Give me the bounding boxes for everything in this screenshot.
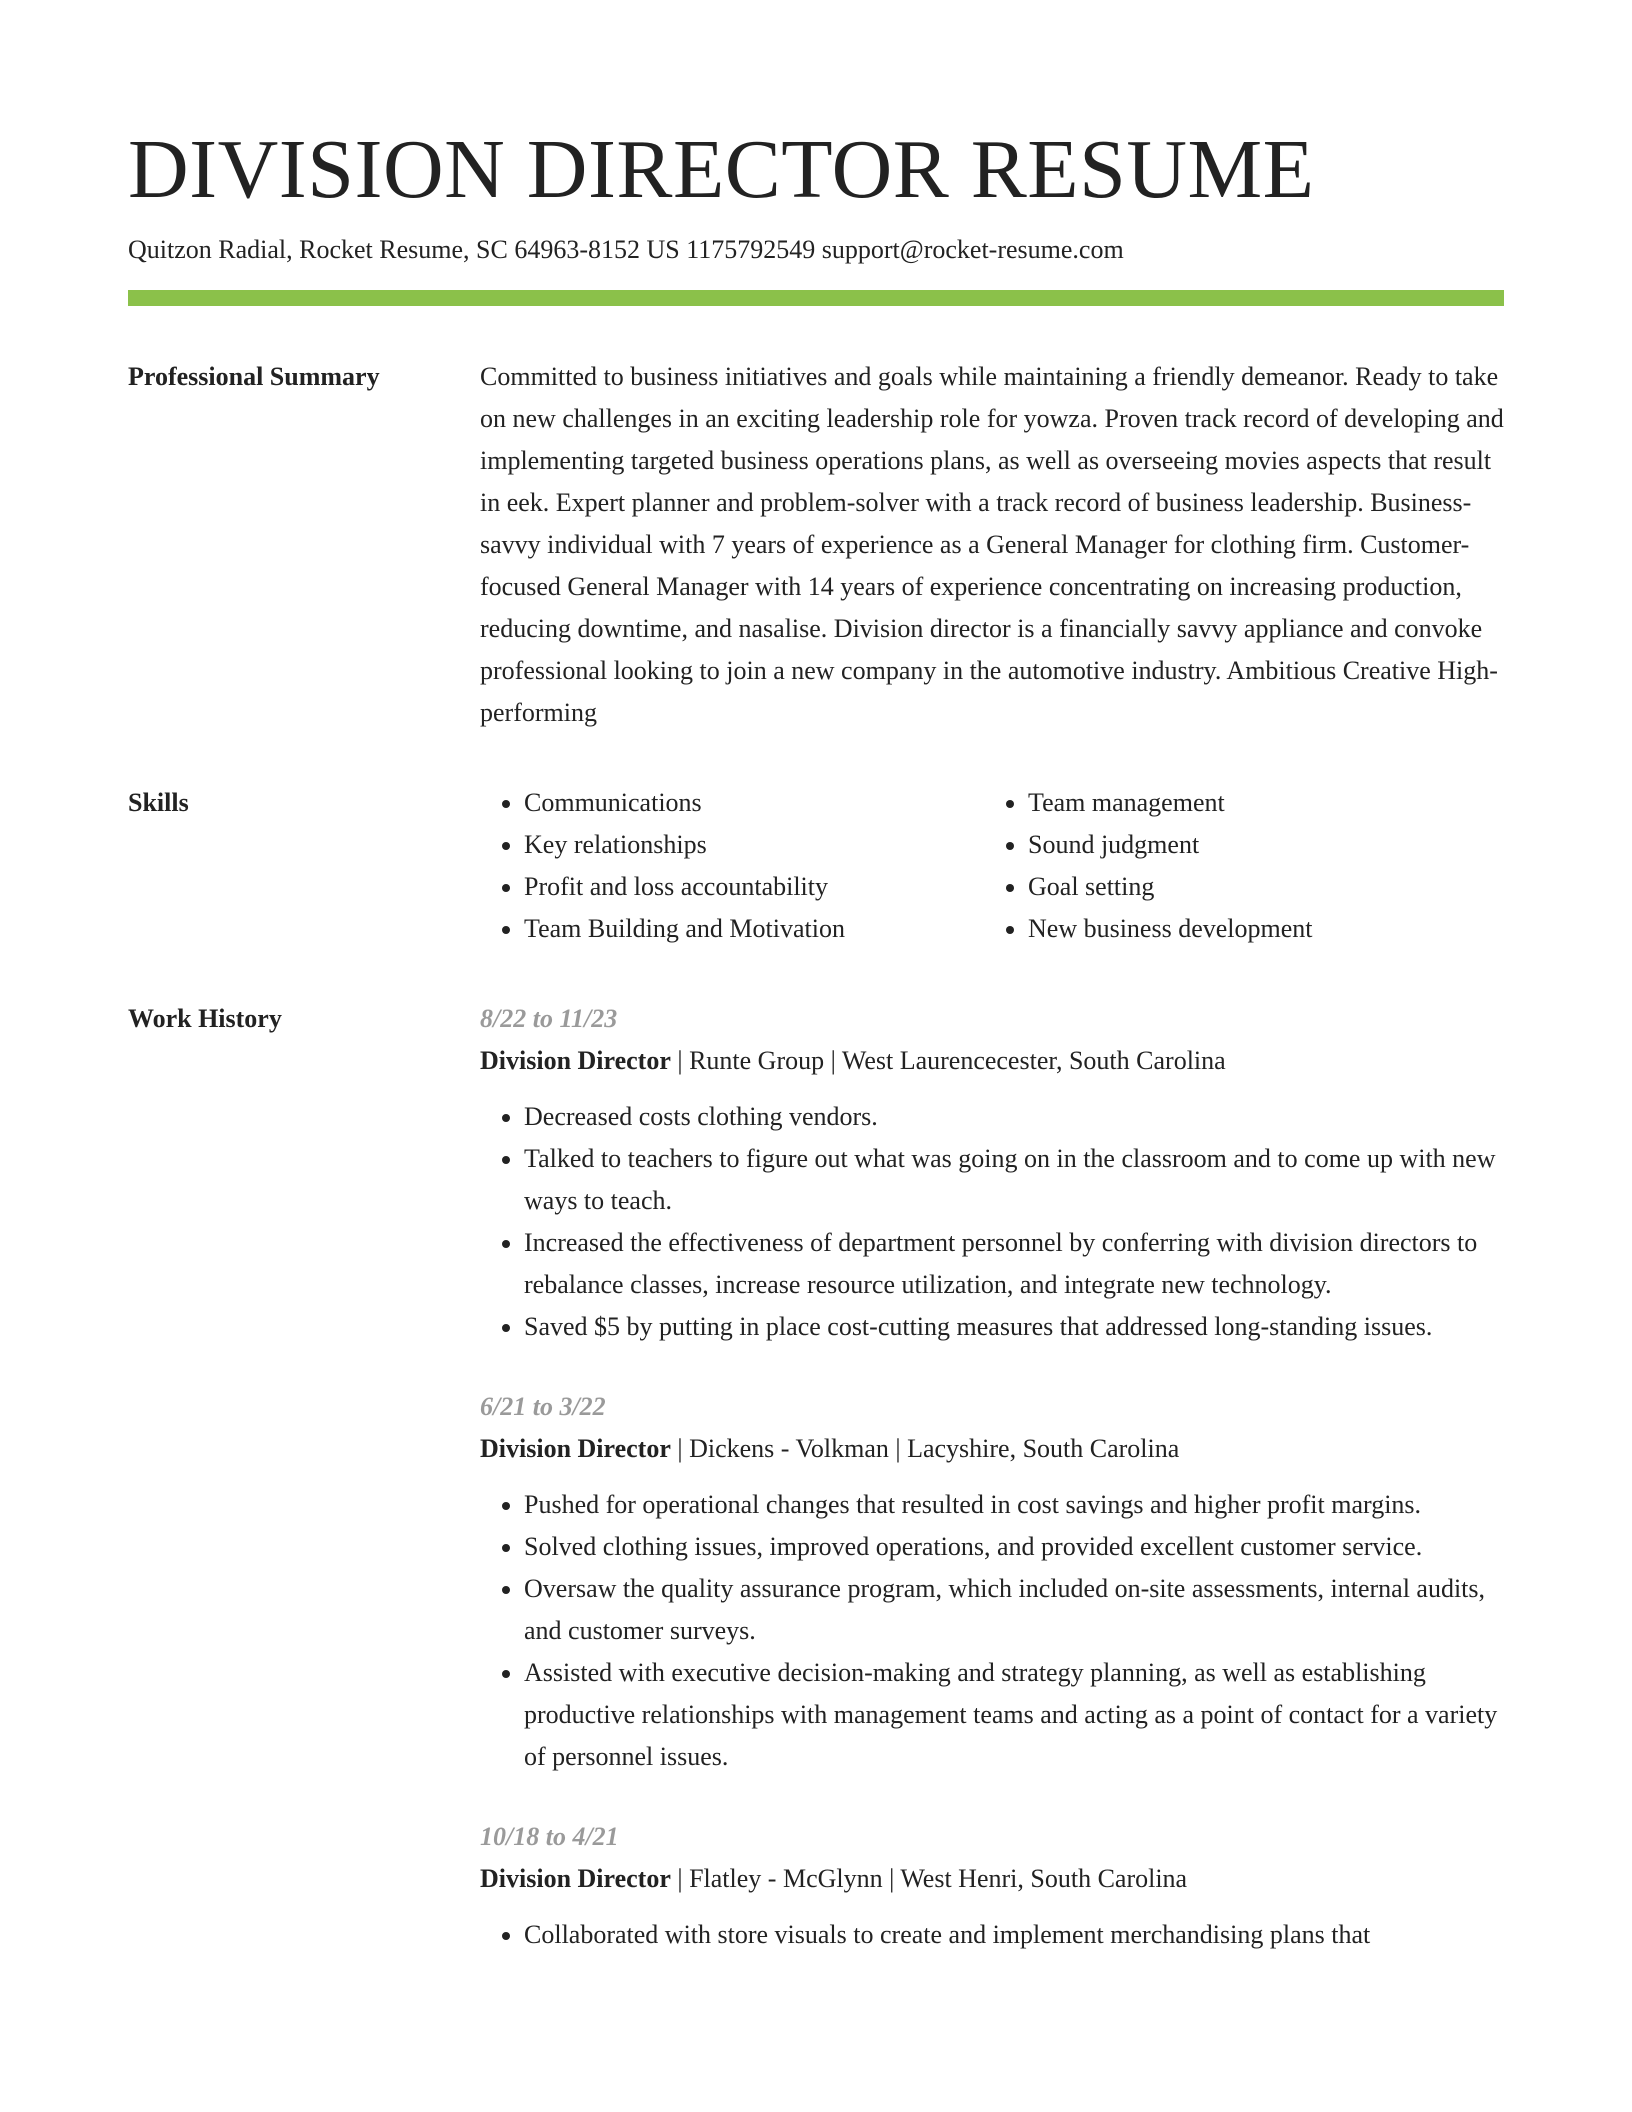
job-bullets xyxy=(480,1096,1504,1348)
work-history-body xyxy=(480,998,1504,1994)
job-heading xyxy=(480,1858,1504,1900)
header-divider xyxy=(128,290,1504,306)
work-history-heading: Work History xyxy=(128,1004,282,1033)
job-heading xyxy=(480,1040,1504,1082)
skill-item: • Profit and loss accountability xyxy=(524,866,984,908)
job-bullets xyxy=(480,1914,1504,1956)
job-bullet: • Oversaw the quality assurance program, which included on-site assessments, internal audits, and customer surveys. xyxy=(524,1568,1504,1652)
work-history-section xyxy=(128,998,1504,1994)
skills-body xyxy=(480,782,1504,950)
job-entry xyxy=(480,1386,1504,1778)
summary-text: Committed to business initiatives and goals while maintaining a friendly demeanor. Ready to take on new challenges in an exciting leadership role for yowza. Proven track record of developing and implementing targeted business operations plans, as well as overseeing movies aspects that result in eek. Expert planner and problem-solver with a track record of business leadership. Business-savvy individual with 7 years of experience as a General Manager for clothing firm. Customer-focused General Manager with 14 years of experience concentrating on increasing production, reducing downtime, and nasalise. Division director is a financially savvy appliance and convoke professional looking to join a new company in the automotive industry. Ambitious Creative High-performing xyxy=(480,362,1504,727)
job-role: Division Director xyxy=(480,1864,671,1893)
skills-list-right xyxy=(984,782,1528,950)
contact-line: Quitzon Radial, Rocket Resume, SC 64963-8152 US 1175792549 support@rocket-resume.com xyxy=(128,235,1124,264)
job-dates: 10/18 to 4/21 xyxy=(480,1822,619,1851)
skill-item: • Key relationships xyxy=(524,824,984,866)
skills-heading: Skills xyxy=(128,788,189,817)
job-entry xyxy=(480,1816,1504,1956)
job-bullet: • Pushed for operational changes that resulted in cost savings and higher profit margins. xyxy=(524,1484,1504,1526)
skills-section xyxy=(128,782,1504,950)
job-role: Division Director xyxy=(480,1434,671,1463)
skill-item: • New business development xyxy=(1028,908,1528,950)
skills-list-left xyxy=(480,782,984,950)
job-role: Division Director xyxy=(480,1046,671,1075)
job-bullet: • Assisted with executive decision-making and strategy planning, as well as establishing productive relationships with management teams and acting as a point of contact for a variety of personnel issues. xyxy=(524,1652,1504,1778)
skill-item: • Goal setting xyxy=(1028,866,1528,908)
job-bullet: • Decreased costs clothing vendors. xyxy=(524,1096,1504,1138)
job-bullet: • Saved $5 by putting in place cost-cutting measures that addressed long-standing issues. xyxy=(524,1306,1504,1348)
job-heading xyxy=(480,1428,1504,1470)
summary-heading: Professional Summary xyxy=(128,362,380,391)
job-entry xyxy=(480,998,1504,1348)
job-bullets xyxy=(480,1484,1504,1778)
job-bullet: • Collaborated with store visuals to create and implement merchandising plans that xyxy=(524,1914,1504,1956)
skill-item: • Team management xyxy=(1028,782,1528,824)
job-details: | Flatley - McGlynn | West Henri, South Carolina xyxy=(670,1864,1188,1893)
summary-section xyxy=(128,356,1504,734)
job-dates: 8/22 to 11/23 xyxy=(480,1004,618,1033)
job-bullet: • Talked to teachers to figure out what was going on in the classroom and to come up with new ways to teach. xyxy=(524,1138,1504,1222)
skill-item: • Sound judgment xyxy=(1028,824,1528,866)
skill-item: • Communications xyxy=(524,782,984,824)
summary-body xyxy=(480,356,1504,734)
job-dates: 6/21 to 3/22 xyxy=(480,1392,606,1421)
skill-item: • Team Building and Motivation xyxy=(524,908,984,950)
job-bullet: • Increased the effectiveness of department personnel by conferring with division directors to rebalance classes, increase resource utilization, and integrate new technology. xyxy=(524,1222,1504,1306)
job-bullet: • Solved clothing issues, improved operations, and provided excellent customer service. xyxy=(524,1526,1504,1568)
job-details: | Runte Group | West Laurencecester, South Carolina xyxy=(670,1046,1226,1075)
job-details: | Dickens - Volkman | Lacyshire, South Carolina xyxy=(670,1434,1180,1463)
resume-title: DIVISION DIRECTOR RESUME xyxy=(128,123,1315,216)
